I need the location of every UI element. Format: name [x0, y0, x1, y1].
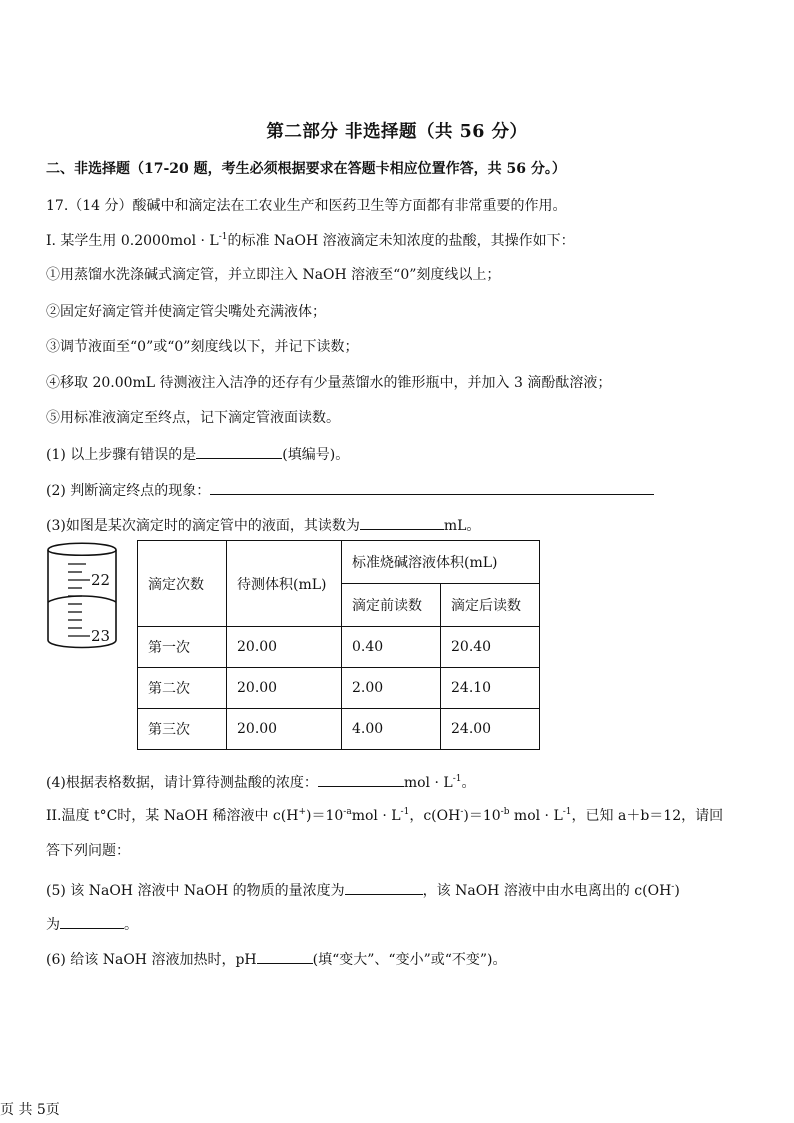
burette-top-rim: [48, 543, 116, 550]
part-2-sup-e: -b: [500, 807, 510, 817]
table-row: [138, 668, 540, 709]
cell-volume: 20.00: [227, 627, 342, 668]
cell-volume: 20.00: [227, 668, 342, 709]
question-5-line2-pre: 为: [46, 917, 60, 933]
answer-blank-4[interactable]: [318, 772, 404, 787]
question-6: [46, 949, 507, 969]
part-2-text-g: ，已知 a＋b＝12，请回: [571, 808, 724, 824]
part-2-intro: [46, 807, 723, 825]
question-5-text: (5) 该 NaOH 溶液中 NaOH 的物质的量浓度为: [46, 883, 345, 899]
question-4-text: (4)根据表格数据，请计算待测盐酸的浓度：: [46, 775, 318, 791]
section-heading: 二、非选择题（17-20 题，考生必须根据要求在答题卡相应位置作答，共 56 分。）: [46, 161, 566, 177]
question-3: [46, 515, 480, 535]
question-3-unit: mL。: [443, 518, 481, 534]
part-2-text-f: mol · L: [509, 808, 563, 824]
part-2-text-d: ，c(OH: [409, 808, 461, 824]
cell-trial: 第一次: [138, 627, 227, 668]
question-1-text: (1) 以上步骤有错误的是: [46, 447, 197, 463]
part-2-sup-c: -1: [400, 807, 410, 817]
step-2: ②固定好滴定管并使滴定管尖嘴处充满液体；: [46, 304, 326, 320]
question-5-line2-post: 。: [124, 917, 138, 933]
answer-blank-5a[interactable]: [345, 880, 423, 895]
part-2-text-a: II.温度 t°C时，某 NaOH 稀溶液中 c(H: [46, 808, 299, 824]
page-footer: 页 共 5页: [0, 1102, 60, 1118]
part-2-text-e: )＝10: [463, 808, 501, 824]
liquid-meniscus: [48, 596, 116, 602]
header-standard-naoh: 标准烧碱溶液体积(mL): [342, 541, 540, 584]
question-6-text: (6) 给该 NaOH 溶液加热时，pH: [46, 952, 257, 968]
question-4-end: 。: [461, 775, 476, 791]
titration-table: [137, 540, 540, 750]
question-5-mid: ，该 NaOH 溶液中由水电离出的 c(OH: [422, 883, 672, 899]
step-5: ⑤用标准液滴定至终点，记下滴定管液面读数。: [46, 410, 340, 426]
part-1-sup: -1: [218, 232, 228, 242]
header-volume: 待测体积(mL): [227, 541, 342, 627]
question-5: [46, 880, 680, 900]
cell-after: 20.40: [441, 627, 540, 668]
burette-top-ellipse: [48, 550, 116, 555]
answer-blank-6[interactable]: [257, 949, 313, 964]
part-1-pre: I. 某学生用 0.2000mol · L: [46, 233, 219, 249]
answer-blank-5b[interactable]: [60, 914, 124, 929]
question-1: [46, 444, 349, 464]
answer-blank-3[interactable]: [360, 515, 444, 530]
part-2-line-2: 答下列问题：: [46, 843, 130, 859]
question-4-unit: mol · L: [403, 775, 453, 791]
part-2-sup-b: -a: [343, 807, 352, 817]
cell-after: 24.00: [441, 709, 540, 750]
header-after: 滴定后读数: [441, 584, 540, 627]
question-6-hint: (填“变大”、“变小”或“不变”)。: [312, 952, 507, 968]
question-1-hint: (填编号)。: [282, 447, 350, 463]
header-before: 滴定前读数: [342, 584, 441, 627]
part-2-text-b: )＝10: [306, 808, 344, 824]
question-5-end: ): [674, 883, 680, 899]
cell-before: 0.40: [342, 627, 441, 668]
part-2-text-c: mol · L: [351, 808, 401, 824]
header-trial: 滴定次数: [138, 541, 227, 627]
step-1: ①用蒸馏水洗涤碱式滴定管，并立即注入 NaOH 溶液至“0”刻度线以上；: [46, 267, 501, 283]
cell-before: 4.00: [342, 709, 441, 750]
part-2-sup-d: -: [460, 807, 464, 817]
part-1-post: 的标准 NaOH 溶液滴定未知浓度的盐酸，其操作如下：: [227, 233, 575, 249]
step-4: ④移取 20.00mL 待测液注入洁净的还存有少量蒸馏水的锥形瓶中，并加入 3 滴酚酞溶液；: [46, 375, 612, 391]
cell-trial: 第二次: [138, 668, 227, 709]
table-row: [138, 627, 540, 668]
cell-before: 2.00: [342, 668, 441, 709]
question-5-line-2: [46, 914, 138, 934]
cell-volume: 20.00: [227, 709, 342, 750]
burette-label-22: 22: [91, 571, 111, 589]
burette-figure: [44, 542, 120, 654]
cell-trial: 第三次: [138, 709, 227, 750]
question-2: [46, 480, 654, 500]
part-2-sup-a: +: [298, 807, 306, 817]
burette-label-23: 23: [91, 627, 111, 645]
step-3: ③调节液面至“0”或“0”刻度线以下，并记下读数；: [46, 339, 359, 355]
question-4-sup: -1: [452, 774, 462, 784]
table-row: [138, 709, 540, 750]
answer-blank-1[interactable]: [196, 444, 282, 459]
question-3-text: (3)如图是某次滴定时的滴定管中的液面，其读数为: [46, 518, 360, 534]
page-title: 第二部分 非选择题（共 56 分）: [266, 122, 528, 142]
part-1-intro: [46, 232, 575, 250]
answer-blank-2[interactable]: [210, 480, 654, 495]
question-17-intro: 17.（14 分）酸碱中和滴定法在工农业生产和医药卫生等方面都有非常重要的作用。: [46, 198, 567, 214]
question-2-text: (2) 判断滴定终点的现象：: [46, 483, 211, 499]
cell-after: 24.10: [441, 668, 540, 709]
question-5-sup: -: [671, 882, 675, 892]
question-4: [46, 772, 475, 792]
part-2-sup-f: -1: [562, 807, 572, 817]
